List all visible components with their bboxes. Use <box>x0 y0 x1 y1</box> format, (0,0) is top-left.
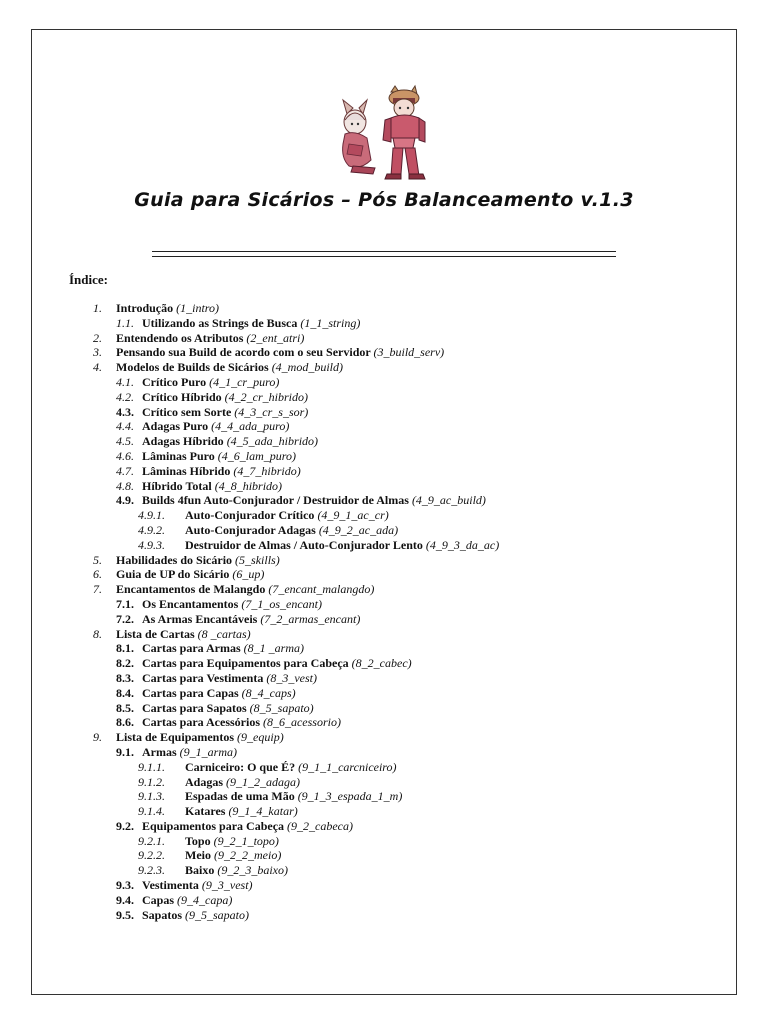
toc-entry-text-wrap <box>185 804 298 819</box>
toc-entry-number: 4.7. <box>116 463 134 478</box>
toc-entry[interactable] <box>0 493 768 508</box>
toc-entry-text-wrap <box>116 301 219 316</box>
toc-entry-text-wrap <box>185 760 397 775</box>
toc-entry-number: 9.1. <box>116 744 134 759</box>
toc-entry-text-wrap <box>142 893 232 908</box>
toc-entry-text-wrap <box>142 493 486 508</box>
toc-entry-search-tag: (8_2_cabec) <box>351 656 412 671</box>
toc-entry-number: 9.5. <box>116 907 134 922</box>
toc-entry-number: 7.1. <box>116 596 134 611</box>
toc-entry-label: Os Encantamentos <box>142 596 239 611</box>
toc-entry-text-wrap <box>185 834 279 849</box>
toc-entry-text-wrap <box>142 701 314 716</box>
toc-entry[interactable] <box>0 597 768 612</box>
toc-entry[interactable] <box>0 878 768 893</box>
toc-entry-label: Espadas de uma Mão <box>185 789 295 804</box>
toc-entry[interactable] <box>0 671 768 686</box>
toc-entry-text-wrap <box>116 627 251 642</box>
toc-entry-search-tag: (9_2_cabeca) <box>287 818 353 833</box>
toc-entry[interactable] <box>0 715 768 730</box>
toc-entry-text-wrap <box>142 316 360 331</box>
document-title: Guia para Sicários – Pós Balanceamento v.1.3 <box>134 189 634 211</box>
standing-character-sprite <box>383 86 425 179</box>
toc-entry-text-wrap <box>142 434 318 449</box>
toc-entry-number: 4.9. <box>116 493 134 508</box>
toc-entry-search-tag: (9_2_1_topo) <box>213 833 279 848</box>
toc-entry-search-tag: (8_1 _arma) <box>243 641 304 656</box>
toc-entry-label: Cartas para Equipamentos para Cabeça <box>142 656 349 671</box>
toc-entry[interactable] <box>0 789 768 804</box>
title-divider-top <box>152 251 616 252</box>
toc-entry-search-tag: (4_6_lam_puro) <box>217 448 297 463</box>
toc-entry-label: Armas <box>142 744 177 759</box>
toc-entry-label: Crítico Híbrido <box>142 389 222 404</box>
toc-entry[interactable] <box>0 819 768 834</box>
toc-entry-search-tag: (9_2_2_meio) <box>214 848 282 863</box>
toc-entry-number: 3. <box>93 345 102 360</box>
toc-entry[interactable] <box>0 804 768 819</box>
toc-entry-label: Entendendo os Atributos <box>116 330 244 345</box>
toc-entry-text-wrap <box>142 656 412 671</box>
toc-entry-label: Adagas <box>185 774 224 789</box>
toc-entry[interactable] <box>0 553 768 568</box>
toc-entry-number: 8.2. <box>116 656 134 671</box>
toc-entry-label: Crítico sem Sorte <box>142 404 232 419</box>
toc-entry-text-wrap <box>116 553 280 568</box>
toc-entry-search-tag: (4_mod_build) <box>271 360 344 375</box>
toc-entry[interactable] <box>0 331 768 346</box>
toc-entry-number: 9.4. <box>116 892 134 907</box>
toc-entry[interactable] <box>0 479 768 494</box>
toc-entry-search-tag: (1_1_string) <box>300 315 361 330</box>
toc-entry-label: Lista de Equipamentos <box>116 730 235 745</box>
toc-entry-text-wrap <box>116 360 343 375</box>
toc-entry-label: Introdução <box>116 301 174 315</box>
toc-entry[interactable] <box>0 508 768 523</box>
toc-entry-number: 5. <box>93 552 102 567</box>
toc-entry-number: 8.3. <box>116 670 134 685</box>
toc-entry-label: Auto-Conjurador Adagas <box>185 522 316 537</box>
toc-entry-search-tag: (6_up) <box>232 567 265 582</box>
toc-entry-label: Baixo <box>185 863 215 878</box>
toc-entry-label: Habilidades do Sicário <box>116 552 233 567</box>
toc-entry-number: 8.4. <box>116 685 134 700</box>
toc-entry-number: 9.2.3. <box>138 863 165 878</box>
toc-entry-search-tag: (4_7_hibrido) <box>233 463 301 478</box>
toc-entry-number: 4.5. <box>116 434 134 449</box>
toc-entry[interactable] <box>0 848 768 863</box>
toc-entry-text-wrap <box>142 908 249 923</box>
toc-entry-label: Lista de Cartas <box>116 626 195 641</box>
toc-entry-search-tag: (9_4_capa) <box>177 892 233 907</box>
toc-entry-text-wrap <box>142 878 253 893</box>
toc-entry-label: Katares <box>185 804 226 819</box>
toc-entry-label: Topo <box>185 833 211 848</box>
toc-entry-search-tag: (4_9_1_ac_cr) <box>317 508 389 523</box>
toc-entry-search-tag: (4_2_cr_hibrido) <box>224 389 308 404</box>
toc-entry-text-wrap <box>142 464 301 479</box>
toc-entry-number: 4.9.1. <box>138 508 165 523</box>
toc-entry[interactable] <box>0 301 768 316</box>
toc-entry-text-wrap <box>142 715 341 730</box>
toc-entry-label: Carniceiro: O que É? <box>185 759 296 774</box>
toc-entry-text-wrap <box>185 538 499 553</box>
toc-entry[interactable] <box>0 567 768 582</box>
toc-entry-label: Cartas para Armas <box>142 641 241 656</box>
toc-entry-number: 4.8. <box>116 478 134 493</box>
toc-entry-number: 4.3. <box>116 404 134 419</box>
toc-entry-text-wrap <box>142 405 308 420</box>
kneeling-character-sprite <box>343 100 375 174</box>
toc-entry[interactable] <box>0 360 768 375</box>
toc-entry-label: Utilizando as Strings de Busca <box>142 315 298 330</box>
title-divider-bottom <box>152 256 616 257</box>
toc-entry-text-wrap <box>116 567 264 582</box>
toc-entry-text-wrap <box>142 419 289 434</box>
toc-entry-label: Adagas Puro <box>142 419 209 434</box>
toc-entry[interactable] <box>0 390 768 405</box>
toc-entry-number: 9.1.1. <box>138 759 165 774</box>
toc-entry[interactable] <box>0 656 768 671</box>
toc-entry[interactable] <box>0 405 768 420</box>
toc-entry-label: Cartas para Capas <box>142 685 239 700</box>
toc-entry-search-tag: (4_9_ac_build) <box>411 493 486 508</box>
toc-entry[interactable] <box>0 641 768 656</box>
toc-entry-number: 6. <box>93 567 102 582</box>
toc-entry-number: 4.1. <box>116 374 134 389</box>
toc-entry-text-wrap <box>185 508 389 523</box>
toc-entry-number: 4.9.3. <box>138 537 165 552</box>
toc-entry-label: Lâminas Puro <box>142 448 215 463</box>
toc-entry[interactable] <box>0 345 768 360</box>
toc-entry-number: 9. <box>93 730 102 745</box>
toc-entry[interactable] <box>0 612 768 627</box>
toc-entry-text-wrap <box>142 671 317 686</box>
toc-entry-search-tag: (8_6_acessorio) <box>262 715 341 730</box>
toc-entry-number: 9.2.2. <box>138 848 165 863</box>
toc-entry-number: 9.1.3. <box>138 789 165 804</box>
toc-entry-search-tag: (5_skills) <box>235 552 280 567</box>
toc-entry-search-tag: (9_equip) <box>237 730 284 745</box>
toc-entry[interactable] <box>0 760 768 775</box>
toc-entry-search-tag: (4_9_2_ac_ada) <box>318 522 399 537</box>
toc-entry[interactable] <box>0 464 768 479</box>
toc-entry-number: 7. <box>93 582 102 597</box>
toc-entry-label: Adagas Híbrido <box>142 434 224 449</box>
toc-entry-number: 8.5. <box>116 700 134 715</box>
toc-entry-label: Guia de UP do Sicário <box>116 567 230 582</box>
toc-entry-number: 1. <box>93 301 102 315</box>
toc-entry-search-tag: (4_1_cr_puro) <box>209 374 280 389</box>
toc-entry-text-wrap <box>116 582 374 597</box>
toc-entry-label: Crítico Puro <box>142 374 207 389</box>
toc-entry-text-wrap <box>142 612 360 627</box>
toc-entry-number: 1.1. <box>116 315 134 330</box>
toc-entry[interactable] <box>0 863 768 878</box>
toc-entry-label: Destruidor de Almas / Auto-Conjurador Lento <box>185 537 423 552</box>
toc-entry-label: Sapatos <box>142 907 183 922</box>
toc-entry-search-tag: (1_intro) <box>176 301 220 315</box>
toc-entry-text-wrap <box>142 745 237 760</box>
toc-entry[interactable] <box>0 523 768 538</box>
toc-entry-number: 4.6. <box>116 448 134 463</box>
toc-entry-number: 9.3. <box>116 878 134 893</box>
toc-entry-number: 4. <box>93 360 102 375</box>
toc-entry[interactable] <box>0 686 768 701</box>
toc-entry[interactable] <box>0 538 768 553</box>
toc-entry-search-tag: (4_8_hibrido) <box>214 478 283 493</box>
toc-entry-label: Capas <box>142 892 175 907</box>
toc-entry[interactable] <box>0 582 768 597</box>
toc-entry-label: As Armas Encantáveis <box>142 611 258 626</box>
toc-entry-number: 9.2. <box>116 818 134 833</box>
toc-entry-number: 4.9.2. <box>138 522 165 537</box>
toc-entry-label: Híbrido Total <box>142 478 212 493</box>
toc-entry-search-tag: (3_build_serv) <box>373 345 445 360</box>
toc-entry-label: Equipamentos para Cabeça <box>142 818 285 833</box>
toc-entry-label: Pensando sua Build de acordo com o seu Servidor <box>116 345 371 360</box>
toc-entry-text-wrap <box>185 848 281 863</box>
toc-entry-search-tag: (9_5_sapato) <box>185 907 250 922</box>
character-sprites-illustration <box>333 82 433 182</box>
toc-entry-label: Vestimenta <box>142 878 199 893</box>
toc-entry-number: 9.1.2. <box>138 774 165 789</box>
toc-entry-search-tag: (2_ent_atri) <box>246 330 305 345</box>
toc-entry-text-wrap <box>185 523 398 538</box>
toc-entry-number: 4.2. <box>116 389 134 404</box>
toc-entry[interactable] <box>0 775 768 790</box>
toc-entry-text-wrap <box>142 390 308 405</box>
toc-entry-number: 7.2. <box>116 611 134 626</box>
toc-entry-number: 8.1. <box>116 641 134 656</box>
toc-entry-label: Cartas para Sapatos <box>142 700 247 715</box>
toc-entry-text-wrap <box>116 345 444 360</box>
toc-entry-number: 4.4. <box>116 419 134 434</box>
toc-entry-number: 8. <box>93 626 102 641</box>
toc-entry-number: 9.1.4. <box>138 804 165 819</box>
toc-entry-text-wrap <box>142 449 296 464</box>
toc-entry[interactable] <box>0 745 768 760</box>
toc-entry-search-tag: (9_1_2_adaga) <box>226 774 301 789</box>
toc-entry-number: 8.6. <box>116 715 134 730</box>
toc-entry-text-wrap <box>142 819 353 834</box>
toc-entry[interactable] <box>0 449 768 464</box>
index-heading: Índice: <box>69 272 108 287</box>
toc-entry-search-tag: (4_5_ada_hibrido) <box>226 434 319 449</box>
toc-entry-text-wrap <box>142 597 322 612</box>
toc-entry-text-wrap <box>116 730 284 745</box>
toc-entry-text-wrap <box>185 775 300 790</box>
toc-entry-text-wrap <box>116 331 304 346</box>
toc-entry[interactable] <box>0 908 768 923</box>
toc-entry-search-tag: (8_5_sapato) <box>249 700 314 715</box>
toc-entry[interactable] <box>0 893 768 908</box>
toc-entry[interactable] <box>0 434 768 449</box>
toc-entry-search-tag: (9_2_3_baixo) <box>217 863 288 878</box>
toc-entry-number: 2. <box>93 330 102 345</box>
toc-entry-search-tag: (4_4_ada_puro) <box>211 419 290 434</box>
toc-entry-search-tag: (9_1_3_espada_1_m) <box>297 789 403 804</box>
toc-entry-search-tag: (9_1_1_carcniceiro) <box>298 759 397 774</box>
toc-entry-search-tag: (4_9_3_da_ac) <box>425 537 500 552</box>
toc-entry-search-tag: (8_4_caps) <box>241 685 296 700</box>
toc-entry-search-tag: (7_1_os_encant) <box>241 596 322 611</box>
toc-entry-text-wrap <box>185 789 402 804</box>
toc-entry-search-tag: (9_3_vest) <box>201 878 253 893</box>
toc-entry-label: Lâminas Híbrido <box>142 463 231 478</box>
toc-entry-search-tag: (8 _cartas) <box>197 626 251 641</box>
toc-entry[interactable] <box>0 701 768 716</box>
toc-entry-search-tag: (7_encant_malangdo) <box>268 582 375 597</box>
toc-entry-label: Builds 4fun Auto-Conjurador / Destruidor de Almas <box>142 493 409 508</box>
toc-entry-search-tag: (4_3_cr_s_sor) <box>234 404 309 419</box>
toc-entry-label: Encantamentos de Malangdo <box>116 582 266 597</box>
toc-entry[interactable] <box>0 730 768 745</box>
toc-entry-number: 9.2.1. <box>138 833 165 848</box>
toc-entry-label: Meio <box>185 848 211 863</box>
toc-entry-search-tag: (9_1_4_katar) <box>228 804 298 819</box>
toc-entry-text-wrap <box>185 863 288 878</box>
toc-entry-label: Auto-Conjurador Crítico <box>185 508 315 523</box>
toc-entry-label: Cartas para Acessórios <box>142 715 260 730</box>
toc-entry-text-wrap <box>142 375 279 390</box>
toc-entry[interactable] <box>0 627 768 642</box>
toc-entry[interactable] <box>0 419 768 434</box>
toc-entry-search-tag: (9_1_arma) <box>179 744 237 759</box>
toc-entry[interactable] <box>0 834 768 849</box>
toc-entry[interactable] <box>0 375 768 390</box>
toc-entry-text-wrap <box>142 479 282 494</box>
table-of-contents <box>0 301 768 922</box>
toc-entry-text-wrap <box>142 641 304 656</box>
toc-entry-label: Modelos de Builds de Sicários <box>116 360 269 375</box>
toc-entry-label: Cartas para Vestimenta <box>142 670 264 685</box>
toc-entry-search-tag: (7_2_armas_encant) <box>260 611 361 626</box>
toc-entry-text-wrap <box>142 686 296 701</box>
toc-entry-search-tag: (8_3_vest) <box>266 670 317 685</box>
toc-entry[interactable] <box>0 316 768 331</box>
